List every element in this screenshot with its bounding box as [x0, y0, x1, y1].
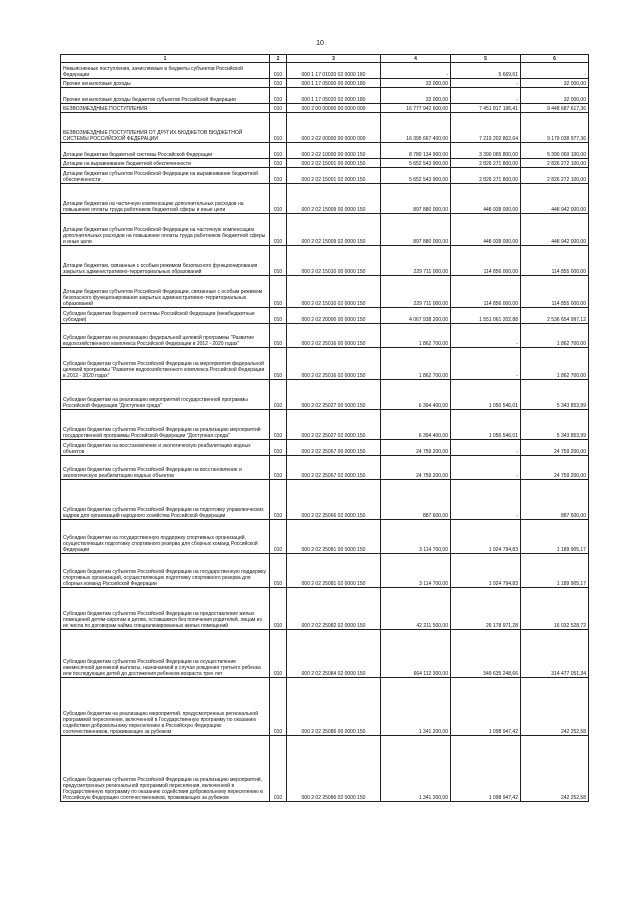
header-col-2: 2 — [270, 55, 287, 63]
table-row — [61, 410, 589, 440]
row-kbk-cell: 000 1 17 05000 00 0000 180 — [287, 79, 381, 88]
table-header-row — [61, 55, 589, 63]
row-kbk-cell: 000 2 02 15010 02 0000 150 — [287, 276, 381, 308]
row-plan-cell: 887 600,00 — [381, 480, 451, 520]
row-executed-cell: 3 390 065 800,00 — [451, 143, 521, 159]
row-kbk-cell: 000 2 02 20000 00 0000 150 — [287, 308, 381, 324]
row-plan-cell: 24 759 200,00 — [381, 440, 451, 456]
row-code-cell: 010 — [270, 480, 287, 520]
row-unexecuted-cell: 2 826 272 100,00 — [521, 168, 589, 184]
row-name-cell: Субсидии бюджетам субъектов Российской Федерации на подготовку управленческих кадров для организаций народного хозяйства Российской Федерации — [61, 480, 270, 520]
row-executed-cell: 114 856 000,00 — [451, 246, 521, 276]
row-code-cell: 010 — [270, 79, 287, 88]
row-kbk-cell: 000 2 02 25081 02 0000 150 — [287, 554, 381, 588]
row-executed-cell: 2 826 271 800,00 — [451, 168, 521, 184]
row-code-cell: 010 — [270, 554, 287, 588]
table-row — [61, 246, 589, 276]
row-plan-cell: 42 211 500,00 — [381, 588, 451, 630]
table-row — [61, 480, 589, 520]
row-name-cell: Субсидии бюджетам на реализацию мероприятий государственной программы Российской Федерации "Доступная среда" — [61, 380, 270, 410]
row-plan-cell: 3 114 700,00 — [381, 520, 451, 554]
row-kbk-cell: 000 2 02 25066 02 0000 150 — [287, 480, 381, 520]
row-unexecuted-cell: 32 000,00 — [521, 88, 589, 104]
row-executed-cell: 349 635 248,66 — [451, 630, 521, 678]
table-row — [61, 736, 589, 802]
row-plan-cell: 1 862 700,00 — [381, 324, 451, 348]
row-kbk-cell: 000 2 00 00000 00 0000 000 — [287, 104, 381, 113]
table-row — [61, 276, 589, 308]
budget-revenue-table — [60, 54, 589, 802]
row-executed-cell: 7 219 202 802,64 — [451, 113, 521, 143]
row-code-cell: 010 — [270, 588, 287, 630]
row-plan-cell: 897 880 000,00 — [381, 184, 451, 214]
row-kbk-cell: 000 1 17 01020 02 0000 180 — [287, 63, 381, 79]
row-kbk-cell: 000 1 17 05020 02 0000 180 — [287, 88, 381, 104]
row-code-cell: 010 — [270, 440, 287, 456]
table-row — [61, 348, 589, 380]
table-row — [61, 79, 589, 88]
page-number: 10 — [316, 40, 324, 47]
row-executed-cell: - — [451, 324, 521, 348]
row-plan-cell: 6 394 400,00 — [381, 410, 451, 440]
row-unexecuted-cell: 5 343 853,99 — [521, 410, 589, 440]
table-row — [61, 520, 589, 554]
row-unexecuted-cell: 9 448 687 617,36 — [521, 104, 589, 113]
row-name-cell: Субсидии бюджетам на реализацию мероприятий, предусмотренных региональной программой переселения, включенной в Государственную программу по оказанию содействия добровольному переселению в Российскую Федерацию соотечественников, проживающих за рубежом — [61, 678, 270, 736]
row-name-cell: Дотации бюджетам субъектов Российской Федерации на выравнивание бюджетной обеспеченности — [61, 168, 270, 184]
row-code-cell: 010 — [270, 246, 287, 276]
row-unexecuted-cell: 9 179 038 977,36 — [521, 113, 589, 143]
row-name-cell: Субсидии бюджетам субъектов Российской Федерации на реализацию мероприятий, предусмотренных региональной программой переселения, включенной в Государственную программу по оказанию содействия добровольному переселению в Российскую Федерацию соотечественников, проживающих за рубежом — [61, 736, 270, 802]
row-name-cell: Субсидии бюджетам субъектов Российской Федерации на осуществление ежемесячной денежной выплаты, назначаемой в случае рождения третьего ребенка или последующих детей до достижения ребенком возраста трех лет — [61, 630, 270, 678]
header-col-1: 1 — [61, 55, 270, 63]
row-unexecuted-cell: 887 600,00 — [521, 480, 589, 520]
row-unexecuted-cell: 2 826 272 100,00 — [521, 159, 589, 168]
row-executed-cell: - — [451, 348, 521, 380]
row-kbk-cell: 000 2 02 25086 02 0000 150 — [287, 736, 381, 802]
row-plan-cell: 3 114 700,00 — [381, 554, 451, 588]
row-name-cell: Субсидии бюджетам субъектов Российской Федерации на восстановление и экологическую реабилитацию водных объектов — [61, 456, 270, 480]
table-row — [61, 104, 589, 113]
row-kbk-cell: 000 2 02 25016 00 0000 150 — [287, 324, 381, 348]
row-name-cell: Дотации бюджетам субъектов Российской Федерации, связанные с особым режимом безопасного функционирования закрытых административно-территориальных образований — [61, 276, 270, 308]
row-unexecuted-cell: - — [521, 63, 589, 79]
row-executed-cell: 1 050 546,01 — [451, 410, 521, 440]
row-name-cell: Дотации бюджетам на частичную компенсацию дополнительных расходов на повышение оплаты труда работников бюджетной сферы и иные цели — [61, 184, 270, 214]
table-row — [61, 184, 589, 214]
row-plan-cell: 16 395 667 400,00 — [381, 113, 451, 143]
row-plan-cell: 4 067 938 200,00 — [381, 308, 451, 324]
row-executed-cell: 1 924 794,83 — [451, 554, 521, 588]
table-row — [61, 143, 589, 159]
table-body — [61, 63, 589, 802]
row-code-cell: 010 — [270, 324, 287, 348]
row-kbk-cell: 000 2 02 25086 00 0000 150 — [287, 678, 381, 736]
row-plan-cell: 16 777 942 600,00 — [381, 104, 451, 113]
row-plan-cell: 1 862 700,00 — [381, 348, 451, 380]
row-unexecuted-cell: 242 252,58 — [521, 736, 589, 802]
row-kbk-cell: 000 2 02 15010 00 0000 150 — [287, 246, 381, 276]
row-kbk-cell: 000 2 02 15009 00 0000 150 — [287, 184, 381, 214]
row-kbk-cell: 000 2 02 25067 02 0000 150 — [287, 456, 381, 480]
row-kbk-cell: 000 2 02 15001 00 0000 150 — [287, 159, 381, 168]
row-unexecuted-cell: 448 942 000,00 — [521, 214, 589, 246]
row-plan-cell: 1 341 200,00 — [381, 678, 451, 736]
row-kbk-cell: 000 2 02 15009 02 0000 150 — [287, 214, 381, 246]
table-row — [61, 630, 589, 678]
row-name-cell: БЕЗВОЗМЕЗДНЫЕ ПОСТУПЛЕНИЯ ОТ ДРУГИХ БЮДЖЕТОВ БЮДЖЕТНОЙ СИСТЕМЫ РОССИЙСКОЙ ФЕДЕРАЦИИ — [61, 113, 270, 143]
header-col-4: 4 — [381, 55, 451, 63]
table-row — [61, 678, 589, 736]
row-plan-cell: 32 000,00 — [381, 88, 451, 104]
row-executed-cell: 114 856 000,00 — [451, 276, 521, 308]
row-unexecuted-cell: 2 536 654 997,12 — [521, 308, 589, 324]
header-col-6: 6 — [521, 55, 589, 63]
table-row — [61, 88, 589, 104]
row-plan-cell: 6 394 400,00 — [381, 380, 451, 410]
table-row — [61, 159, 589, 168]
row-name-cell: Субсидии бюджетам бюджетной системы Российской Федерации (межбюджетные субсидии) — [61, 308, 270, 324]
row-name-cell: Прочие неналоговые доходы бюджетов субъектов Российской Федерации — [61, 88, 270, 104]
row-unexecuted-cell: 32 000,00 — [521, 79, 589, 88]
table-row — [61, 324, 589, 348]
table-row — [61, 308, 589, 324]
row-unexecuted-cell: 5 390 069 100,00 — [521, 143, 589, 159]
table-row — [61, 588, 589, 630]
row-code-cell: 010 — [270, 113, 287, 143]
row-executed-cell: 26 178 971,28 — [451, 588, 521, 630]
table-row — [61, 380, 589, 410]
table-row — [61, 168, 589, 184]
row-kbk-cell: 000 2 02 25016 02 0000 150 — [287, 348, 381, 380]
row-code-cell: 010 — [270, 214, 287, 246]
row-executed-cell: 1 924 794,83 — [451, 520, 521, 554]
row-name-cell: Субсидии бюджетам субъектов Российской Федерации на государственную поддержку спортивных организаций, осуществляющих подготовку спортивного резерва для сборных команд Российской Федерации — [61, 554, 270, 588]
row-unexecuted-cell: 114 855 000,00 — [521, 276, 589, 308]
row-code-cell: 010 — [270, 630, 287, 678]
row-plan-cell: - — [381, 63, 451, 79]
row-kbk-cell: 000 2 02 25067 00 0000 150 — [287, 440, 381, 456]
table-row — [61, 456, 589, 480]
row-unexecuted-cell: 24 759 200,00 — [521, 456, 589, 480]
row-executed-cell: 1 050 546,01 — [451, 380, 521, 410]
row-code-cell: 010 — [270, 63, 287, 79]
row-code-cell: 010 — [270, 143, 287, 159]
row-unexecuted-cell: 1 189 905,17 — [521, 520, 589, 554]
row-name-cell: Дотации на выравнивание бюджетной обеспеченности — [61, 159, 270, 168]
row-executed-cell: 7 451 817 196,41 — [451, 104, 521, 113]
row-code-cell: 010 — [270, 168, 287, 184]
row-code-cell: 010 — [270, 276, 287, 308]
table-row — [61, 113, 589, 143]
row-executed-cell: 1 098 947,42 — [451, 736, 521, 802]
row-unexecuted-cell: 1 189 905,17 — [521, 554, 589, 588]
row-unexecuted-cell: 242 252,58 — [521, 678, 589, 736]
row-name-cell: Субсидии бюджетам на восстановление и экологическую реабилитацию водных объектов — [61, 440, 270, 456]
row-code-cell: 010 — [270, 380, 287, 410]
row-name-cell: Прочие неналоговые доходы — [61, 79, 270, 88]
row-unexecuted-cell: 114 855 000,00 — [521, 246, 589, 276]
header-col-3: 3 — [287, 55, 381, 63]
row-executed-cell: 5 669,61 — [451, 63, 521, 79]
row-kbk-cell: 000 2 02 25027 00 0000 150 — [287, 380, 381, 410]
row-unexecuted-cell: 16 032 528,72 — [521, 588, 589, 630]
row-plan-cell: 229 711 000,00 — [381, 276, 451, 308]
table-row — [61, 554, 589, 588]
row-name-cell: Невыясненные поступления, зачисляемые в бюджеты субъектов Российской Федерации — [61, 63, 270, 79]
row-executed-cell: 2 826 271 800,00 — [451, 159, 521, 168]
row-name-cell: Субсидии бюджетам субъектов Российской Федерации на предоставление жилых помещений детям-сиротам и детям, оставшимся без попечения родителей, лицам из их числа по договорам найма специализированных жилых помещений — [61, 588, 270, 630]
table-row — [61, 214, 589, 246]
row-plan-cell: 8 780 134 900,00 — [381, 143, 451, 159]
row-plan-cell: 24 759 200,00 — [381, 456, 451, 480]
row-code-cell: 010 — [270, 184, 287, 214]
row-name-cell: Дотации бюджетам субъектов Российской Федерации на частичную компенсацию дополнительных расходов на повышение оплаты труда работников бюджетной сферы и иные цели — [61, 214, 270, 246]
row-code-cell: 010 — [270, 104, 287, 113]
row-unexecuted-cell: 24 759 200,00 — [521, 440, 589, 456]
row-executed-cell: 448 938 000,00 — [451, 214, 521, 246]
row-kbk-cell: 000 2 02 25084 02 0000 150 — [287, 630, 381, 678]
row-plan-cell: 5 652 543 900,00 — [381, 159, 451, 168]
row-code-cell: 010 — [270, 410, 287, 440]
row-unexecuted-cell: 448 942 000,00 — [521, 184, 589, 214]
row-executed-cell: 1 551 061 202,88 — [451, 308, 521, 324]
row-name-cell: Дотации бюджетам, связанные с особым режимом безопасного функционирования закрытых административно-территориальных образований — [61, 246, 270, 276]
row-code-cell: 010 — [270, 520, 287, 554]
row-kbk-cell: 000 2 02 10000 00 0000 150 — [287, 143, 381, 159]
row-unexecuted-cell: 1 862 700,00 — [521, 324, 589, 348]
row-plan-cell: 5 652 543 900,00 — [381, 168, 451, 184]
table-row — [61, 63, 589, 79]
row-plan-cell: 664 112 300,00 — [381, 630, 451, 678]
row-name-cell: Субсидии бюджетам на реализацию федеральной целевой программы "Развитие водохозяйственного комплекса Российской Федерации в 2012 - 2020 годах" — [61, 324, 270, 348]
row-code-cell: 010 — [270, 159, 287, 168]
row-name-cell: Дотации бюджетам бюджетной системы Российской Федерации — [61, 143, 270, 159]
row-name-cell: БЕЗВОЗМЕЗДНЫЕ ПОСТУПЛЕНИЯ — [61, 104, 270, 113]
row-kbk-cell: 000 2 02 00000 00 0000 000 — [287, 113, 381, 143]
row-code-cell: 010 — [270, 348, 287, 380]
row-plan-cell: 897 880 000,00 — [381, 214, 451, 246]
row-executed-cell: - — [451, 480, 521, 520]
row-plan-cell: 1 341 200,00 — [381, 736, 451, 802]
table-row — [61, 440, 589, 456]
row-executed-cell: - — [451, 88, 521, 104]
row-kbk-cell: 000 2 02 25027 02 0000 150 — [287, 410, 381, 440]
row-name-cell: Субсидии бюджетам субъектов Российской Федерации на мероприятия федеральной целевой программы "Развитие водохозяйственного комплекса Российской Федерации в 2012 - 2020 годах" — [61, 348, 270, 380]
row-executed-cell: - — [451, 440, 521, 456]
header-col-5: 5 — [451, 55, 521, 63]
row-executed-cell: 1 098 947,42 — [451, 678, 521, 736]
row-name-cell: Субсидии бюджетам на государственную поддержку спортивных организаций, осуществляющих подготовку спортивного резерва для сборных команд Российской Федерации — [61, 520, 270, 554]
row-code-cell: 010 — [270, 736, 287, 802]
row-unexecuted-cell: 314 477 051,34 — [521, 630, 589, 678]
row-kbk-cell: 000 2 02 25082 02 0000 150 — [287, 588, 381, 630]
row-executed-cell: - — [451, 456, 521, 480]
row-code-cell: 010 — [270, 88, 287, 104]
row-kbk-cell: 000 2 02 15001 02 0000 150 — [287, 168, 381, 184]
row-kbk-cell: 000 2 02 25081 00 0000 150 — [287, 520, 381, 554]
row-executed-cell: - — [451, 79, 521, 88]
row-name-cell: Субсидии бюджетам субъектов Российской Федерации на реализацию мероприятий государственной программы Российской Федерации "Доступная среда" — [61, 410, 270, 440]
row-code-cell: 010 — [270, 456, 287, 480]
row-plan-cell: 229 711 000,00 — [381, 246, 451, 276]
row-unexecuted-cell: 5 343 853,99 — [521, 380, 589, 410]
row-unexecuted-cell: 1 862 700,00 — [521, 348, 589, 380]
row-executed-cell: 448 938 000,00 — [451, 184, 521, 214]
row-code-cell: 010 — [270, 678, 287, 736]
row-code-cell: 010 — [270, 308, 287, 324]
row-plan-cell: 32 000,00 — [381, 79, 451, 88]
